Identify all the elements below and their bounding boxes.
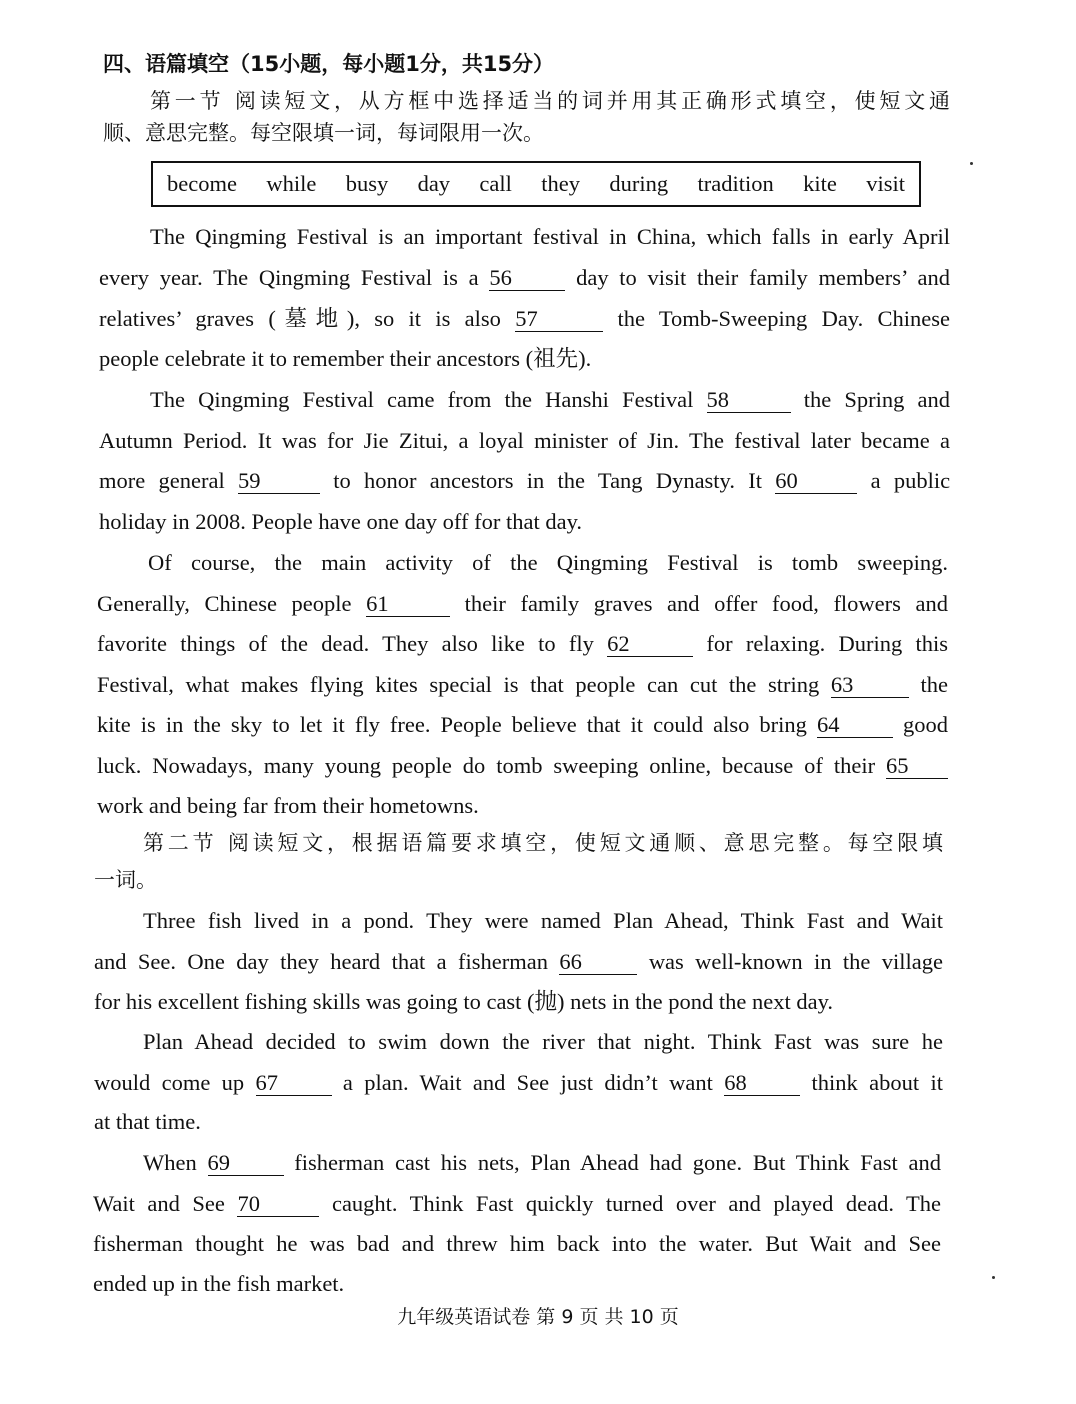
blank-61[interactable]: 61: [366, 592, 450, 617]
text-line: holiday in 2008. People have one day off for that day.: [99, 509, 583, 534]
text-line: The Qingming Festival is an important festival in China, which falls in early April: [150, 224, 950, 249]
text-line: Three fish lived in a pond. They were named Plan Ahead, Think Fast and Wait: [143, 908, 943, 933]
blank-63[interactable]: 63: [831, 673, 909, 698]
text-line: would come up 67 a plan. Wait and See just didn’t want 68 think about it: [94, 1070, 944, 1095]
blank-67[interactable]: 67: [256, 1071, 332, 1096]
text-line: people celebrate it to remember their ancestors (祖先).: [99, 346, 592, 371]
text-line: luck. Nowadays, many young people do tomb sweeping online, because of their 65: [97, 752, 948, 780]
word-bank-item: visit: [866, 171, 905, 196]
blank-62[interactable]: 62: [607, 632, 693, 657]
text-line: more general 59 to honor ancestors in the Tang Dynasty. It 60 a public: [99, 468, 951, 493]
blank-58[interactable]: 58: [707, 388, 791, 413]
blank-60[interactable]: 60: [775, 469, 857, 494]
text-line: When 69 fisherman cast his nets, Plan Ahead had gone. But Think Fast and: [143, 1150, 942, 1175]
part2-instruction-line1: 第二节 阅读短文，根据语篇要求填空，使短文通顺、意思完整。每空限填: [143, 831, 943, 855]
blank-69[interactable]: 69: [208, 1151, 284, 1176]
word-bank-item: they: [541, 171, 581, 196]
text-line: Generally, Chinese people 61 their family graves and offer food, flowers and: [97, 591, 948, 616]
text-line: Of course, the main activity of the Qingming Festival is tomb sweeping.: [148, 550, 948, 575]
word-bank-item: while: [266, 171, 317, 196]
word-bank-item: tradition: [697, 171, 774, 196]
blank-56[interactable]: 56: [489, 266, 565, 291]
part1-instruction-line1: 第一节 阅读短文，从方框中选择适当的词并用其正确形式填空，使短文通: [150, 89, 950, 113]
scan-speck: [992, 1276, 995, 1279]
word-bank-box: [151, 161, 921, 207]
part1-instruction-line2: 顺、意思完整。每空限填一词，每词限用一次。: [103, 121, 544, 145]
section-title: 四、语篇填空（15小题，每小题1分，共15分）: [103, 52, 555, 76]
blank-59[interactable]: 59: [238, 469, 320, 494]
text-line: fisherman thought he was bad and threw him back into the water. But Wait and See: [93, 1231, 941, 1256]
page-footer: 九年级英语试卷 第 9 页 共 10 页: [397, 1306, 679, 1328]
word-bank-item: during: [609, 171, 669, 196]
blank-57[interactable]: 57: [515, 307, 603, 332]
word-bank-item: day: [417, 171, 451, 196]
text-line: Festival, what makes flying kites special is that people can cut the string 63 the: [97, 672, 948, 697]
text-line: for his excellent fishing skills was going to cast (抛) nets in the pond the next day.: [94, 989, 834, 1014]
text-line: The Qingming Festival came from the Hanshi Festival 58 the Spring and: [150, 387, 951, 412]
blank-70[interactable]: 70: [237, 1192, 319, 1217]
text-line: every year. The Qingming Festival is a 56 day to visit their family members’ and: [99, 265, 951, 290]
blank-66[interactable]: 66: [559, 950, 637, 975]
text-line: relatives’ graves (墓地), so it is also 57 the Tomb-Sweeping Day. Chinese: [99, 306, 951, 331]
word-bank-item: become: [167, 171, 237, 196]
text-line: ended up in the fish market.: [93, 1271, 345, 1296]
text-line: Plan Ahead decided to swim down the river that night. Think Fast was sure he: [143, 1029, 943, 1054]
text-line: work and being far from their hometowns.: [97, 793, 479, 818]
part2-instruction-line2: 一词。: [94, 868, 157, 892]
text-line: at that time.: [94, 1109, 201, 1134]
text-line: and See. One day they heard that a fisherman 66 was well-known in the village: [94, 949, 944, 974]
word-bank-item: call: [479, 171, 512, 196]
text-line: favorite things of the dead. They also like to fly 62 for relaxing. During this: [97, 631, 949, 656]
blank-68[interactable]: 68: [724, 1071, 800, 1096]
word-bank-item: kite: [803, 171, 837, 196]
text-line: Wait and See 70 caught. Think Fast quickly turned over and played dead. The: [93, 1191, 942, 1216]
word-bank-item: busy: [345, 171, 389, 196]
text-line: Autumn Period. It was for Jie Zitui, a loyal minister of Jin. The festival later became a: [99, 428, 950, 453]
blank-65[interactable]: 65: [886, 754, 948, 779]
text-line: kite is in the sky to let it fly free. People believe that it could also bring 64 good: [97, 712, 949, 737]
scan-speck: [970, 162, 973, 165]
blank-64[interactable]: 64: [817, 713, 893, 738]
